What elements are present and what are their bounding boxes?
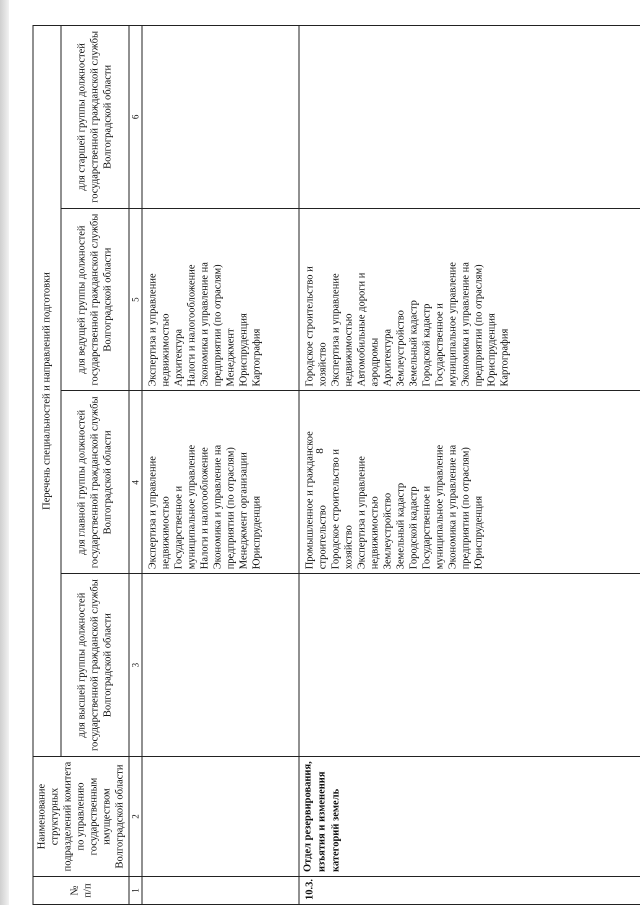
header-num: № п/п <box>33 877 129 905</box>
specialty-line: строительство <box>317 505 329 570</box>
row-main-list <box>142 391 299 574</box>
specialty-line: Экономика и управление на <box>212 444 224 570</box>
header-higher: для высшей группы должностей государственной гражданской службы Волгоградской области <box>61 574 129 757</box>
specialty-line: Автомобильные дороги и <box>356 272 368 387</box>
specialty-line: Экспертиза и управление <box>330 273 342 387</box>
specialty-line: Экспертиза и управление <box>147 456 159 570</box>
row-higher-list <box>142 574 299 757</box>
specialty-line: Экономика и управление на <box>447 444 459 570</box>
row-department <box>142 757 299 877</box>
specialty-line: недвижимостью <box>343 313 355 387</box>
specialty-line: Земельный кадастр <box>408 300 420 387</box>
page-number: 8 <box>314 448 326 454</box>
table-row <box>299 26 640 905</box>
index-cell: 3 <box>129 574 142 757</box>
specialty-line: Землеустройство <box>395 310 407 387</box>
specialty-line: муниципальное управление <box>434 444 446 570</box>
specialty-line: аэродромы <box>369 337 381 387</box>
specialty-line: Юриспруденция <box>238 313 250 387</box>
specialty-line: Архитектура <box>173 328 185 387</box>
specialty-line: Юриспруденция <box>251 495 263 570</box>
specialty-line: Экспертиза и управление <box>147 273 159 387</box>
index-row <box>129 26 142 905</box>
row-leading-list <box>142 208 299 391</box>
specialty-line: предприятии (по отраслям) <box>212 264 224 387</box>
row-number <box>142 877 299 905</box>
specialty-line: хозяйство <box>317 342 329 387</box>
header-main: для главной группы должностей государственной гражданской службы Волгоградской области <box>61 391 129 574</box>
row-number: 10.3. <box>299 877 640 905</box>
index-cell: 4 <box>129 391 142 574</box>
document-sheet <box>33 25 608 905</box>
specialty-line: предприятии (по отраслям) <box>225 447 237 570</box>
specialty-line: предприятии (по отраслям) <box>473 264 485 387</box>
specialty-line: Городской кадастр <box>421 303 433 387</box>
specialty-line: Государственное и <box>421 485 433 570</box>
row-leading-list <box>299 208 640 391</box>
header-leading: для ведущей группы должностей государственной гражданской службы Волгоградской области <box>61 208 129 391</box>
specialty-line: муниципальное управление <box>186 444 198 570</box>
specialty-line: муниципальное управление <box>447 262 459 387</box>
specialty-line: Государственное и <box>173 485 185 570</box>
specialty-line: Экономика и управление на <box>460 262 472 387</box>
specialty-line: Земельный кадастр <box>395 482 407 570</box>
row-main-list <box>299 391 640 574</box>
header-senior: для старшей группы должностей государственной гражданской службы Волгоградской области <box>61 26 129 209</box>
specialty-line: Городское строительство и <box>304 266 316 387</box>
table-row <box>142 26 299 905</box>
table-body <box>142 26 640 905</box>
specialty-line: Землеустройство <box>382 492 394 570</box>
specialty-line: недвижимостью <box>369 496 381 570</box>
index-cell: 6 <box>129 26 142 209</box>
specialty-line: Менеджмент <box>225 328 237 387</box>
specialty-line: Картография <box>499 328 511 387</box>
specialty-line: недвижимостью <box>160 496 172 570</box>
specialty-line: Менеджмент организации <box>238 452 250 570</box>
specialty-line: Юриспруденция <box>486 313 498 387</box>
specialty-line: Городское строительство и <box>330 449 342 570</box>
index-cell: 1 <box>129 877 142 905</box>
specialty-line: Архитектура <box>382 328 394 387</box>
specialty-line: Экономика и управление на <box>199 262 211 387</box>
specialty-line: Промышленное и гражданское <box>304 431 316 570</box>
specialty-line: Налоги и налогообложение <box>186 264 198 387</box>
specialty-line: Налоги и налогообложение <box>199 447 211 570</box>
specialty-line: хозяйство <box>343 525 355 570</box>
scan-edge <box>0 0 9 905</box>
index-cell: 2 <box>129 757 142 877</box>
specialties-table <box>33 25 640 905</box>
row-senior-list <box>142 26 299 209</box>
specialty-line: Картография <box>251 328 263 387</box>
specialty-line: недвижимостью <box>160 313 172 387</box>
row-senior-list <box>299 26 640 209</box>
index-cell: 5 <box>129 208 142 391</box>
specialty-line: Юриспруденция <box>473 495 485 570</box>
specialty-line: Государственное и <box>434 303 446 387</box>
row-department: Отдел резервирования, изъятия и изменения категорий земель <box>299 757 640 877</box>
header-dept: Наименование структурных подразделений комитета по управлению государственным имуществом Волгоградской области <box>33 757 129 877</box>
row-higher-list <box>299 574 640 757</box>
header-row <box>33 26 61 905</box>
header-group: Перечень специальностей и направлений подготовки <box>33 26 61 757</box>
specialty-line: Экспертиза и управление <box>356 456 368 570</box>
specialty-line: Городской кадастр <box>408 486 420 570</box>
specialty-line: предприятии (по отраслям) <box>460 447 472 570</box>
